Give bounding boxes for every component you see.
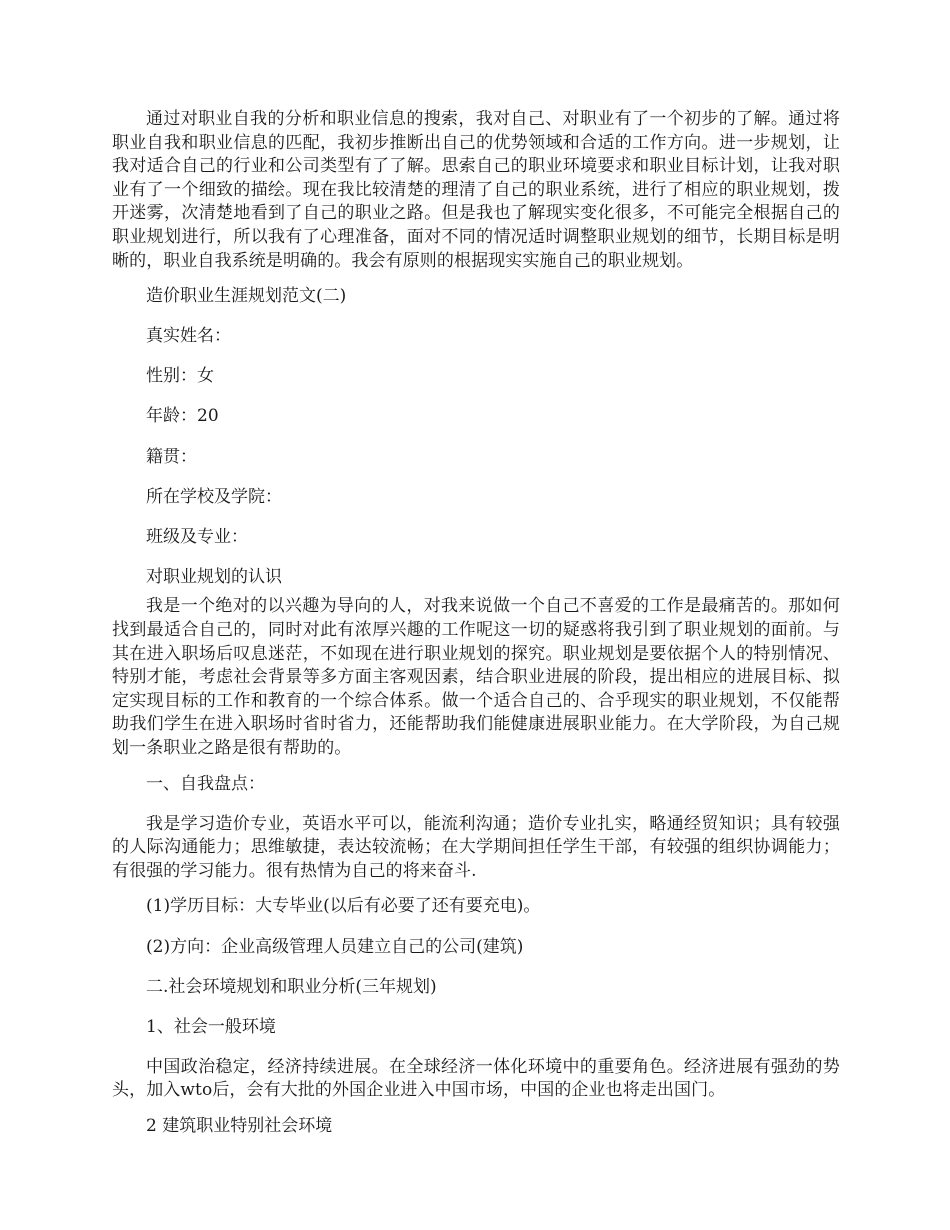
self-assessment-paragraph: 我是学习造价专业，英语水平可以，能流利沟通；造价专业扎实，略通经贸知识；具有较强的人际沟通能力；思维敏捷，表达较流畅；在大学期间担任学生干部，有较强的组织协调能力；有很强的学习能力。很有热情为自己的将来奋斗. bbox=[112, 813, 840, 881]
heading-self-assessment: 一、自我盘点： bbox=[146, 773, 265, 794]
document-page bbox=[112, 108, 840, 1155]
goal-direction: (2)方向：企业高级管理人员建立自己的公司(建筑) bbox=[146, 936, 524, 957]
understanding-paragraph: 我是一个绝对的以兴趣为导向的人，对我来说做一个自己不喜爱的工作是最痛苦的。那如何找到最适合自己的，同时对此有浓厚兴趣的工作呢这一切的疑惑将我引到了职业规划的面前。与其在进入职场后叹息迷茫，不如现在进行职业规划的探究。职业规划是要依据个人的特别情况、特别才能，考虑社会背景等多方面主客观因素，结合职业进展的阶段，提出相应的进展目标、拟定实现目标的工作和教育的一个综合体系。做一个适合自己的、合乎现实的职业规划，不仅能帮助我们学生在进入职场时省时省力，还能帮助我们能健康进展职业能力。在大学阶段，为自己规划一条职业之路是很有帮助的。 bbox=[112, 596, 840, 758]
heading-social-environment: 二.社会环境规划和职业分析(三年规划) bbox=[146, 976, 437, 997]
field-age: 年龄：20 bbox=[146, 406, 219, 427]
field-real-name: 真实姓名： bbox=[146, 326, 231, 347]
heading-understanding: 对职业规划的认识 bbox=[146, 566, 282, 587]
field-native-place: 籍贯： bbox=[146, 446, 197, 467]
intro-paragraph: 通过对职业自我的分析和职业信息的搜索，我对自己、对职业有了一个初步的了解。通过将职业自我和职业信息的匹配，我初步推断出自己的优势领域和合适的工作方向。进一步规划，让我对适合自己的行业和公司类型有了了解。思索自己的职业环境要求和职业目标计划，让我对职业有了一个细致的描绘。现在我比较清楚的理清了自己的职业系统，进行了相应的职业规划，拨开迷雾，次清楚地看到了自己的职业之路。但是我也了解现实变化很多，不可能完全根据自己的职业规划进行，所以我有了心理准备，面对不同的情况适时调整职业规划的细节，长期目标是明晰的，职业自我系统是明确的。我会有原则的根据现实实施自己的职业规划。 bbox=[112, 109, 840, 271]
general-environment-paragraph: 中国政治稳定，经济持续进展。在全球经济一体化环境中的重要角色。经济进展有强劲的势头，加入wto后，会有大批的外国企业进入中国市场，中国的企业也将走出国门。 bbox=[112, 1056, 840, 1101]
heading-general-environment: 1、社会一般环境 bbox=[146, 1016, 276, 1037]
section-title: 造价职业生涯规划范文(二) bbox=[146, 286, 347, 307]
field-school: 所在学校及学院： bbox=[146, 486, 282, 507]
heading-construction-environment: 2 建筑职业特别社会环境 bbox=[146, 1116, 333, 1136]
field-gender: 性别：女 bbox=[146, 366, 214, 387]
goal-education: (1)学历目标：大专毕业(以后有必要了还有要充电)。 bbox=[146, 896, 541, 917]
field-class-major: 班级及专业： bbox=[146, 526, 248, 547]
